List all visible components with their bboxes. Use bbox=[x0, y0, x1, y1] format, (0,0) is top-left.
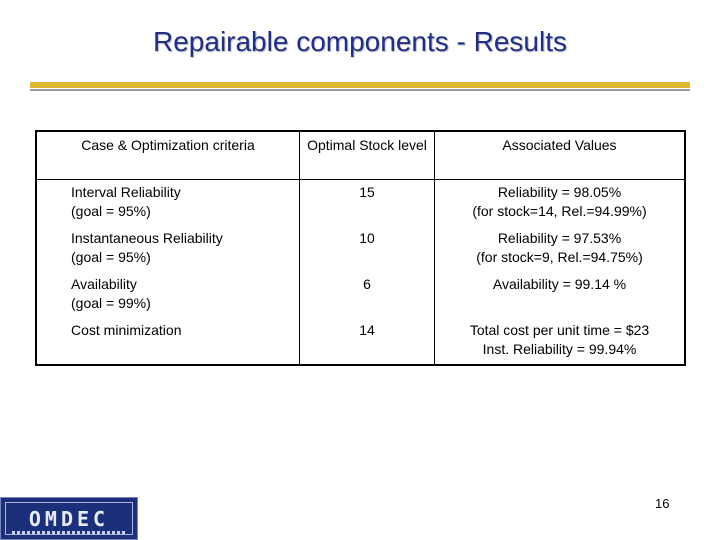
company-logo bbox=[0, 497, 138, 540]
values-line-1: Availability = 99.14 % bbox=[492, 276, 627, 292]
row-stock: 15 bbox=[300, 180, 435, 227]
values-line-1: Reliability = 97.53% bbox=[497, 230, 622, 246]
row-values bbox=[435, 272, 686, 318]
criteria-line-1: Cost minimization bbox=[71, 322, 182, 338]
row-stock: 6 bbox=[300, 272, 435, 318]
table-header-row bbox=[36, 131, 685, 180]
header-values: Associated Values bbox=[435, 131, 686, 180]
values-line-1: Total cost per unit time = $23 bbox=[469, 322, 650, 338]
criteria-line-2: (goal = 99%) bbox=[71, 295, 151, 311]
header-criteria: Case & Optimization criteria bbox=[36, 131, 300, 180]
title-underline-gray bbox=[30, 89, 690, 91]
criteria-line-1: Instantaneous Reliability bbox=[71, 230, 223, 246]
logo-text: OMDEC bbox=[28, 507, 110, 531]
row-values bbox=[435, 226, 686, 272]
logo-tagline-pattern bbox=[12, 531, 126, 534]
values-line-1: Reliability = 98.05% bbox=[497, 184, 622, 200]
row-criteria bbox=[36, 272, 300, 318]
row-stock: 14 bbox=[300, 318, 435, 365]
criteria-line-2: (goal = 95%) bbox=[71, 203, 151, 219]
header-stock-label: Optimal Stock level bbox=[307, 137, 427, 153]
table-row bbox=[36, 226, 685, 272]
header-stock bbox=[300, 131, 435, 180]
row-criteria bbox=[36, 318, 300, 365]
row-criteria bbox=[36, 226, 300, 272]
table-row bbox=[36, 180, 685, 227]
page-number: 16 bbox=[655, 496, 670, 511]
results-table bbox=[35, 130, 686, 366]
values-line-2: Inst. Reliability = 99.94% bbox=[482, 341, 637, 357]
row-values bbox=[435, 180, 686, 227]
row-criteria bbox=[36, 180, 300, 227]
slide-title: Repairable components - Results bbox=[153, 26, 567, 57]
criteria-line-1: Availability bbox=[71, 276, 137, 292]
criteria-line-2: (goal = 95%) bbox=[71, 249, 151, 265]
logo-frame bbox=[5, 502, 133, 535]
row-values bbox=[435, 318, 686, 365]
table-row bbox=[36, 318, 685, 365]
values-line-2: (for stock=9, Rel.=94.75%) bbox=[476, 249, 643, 265]
table-row bbox=[36, 272, 685, 318]
title-underline-gold bbox=[30, 82, 690, 88]
criteria-line-1: Interval Reliability bbox=[71, 184, 181, 200]
values-line-2: (for stock=14, Rel.=94.99%) bbox=[472, 203, 647, 219]
row-stock: 10 bbox=[300, 226, 435, 272]
